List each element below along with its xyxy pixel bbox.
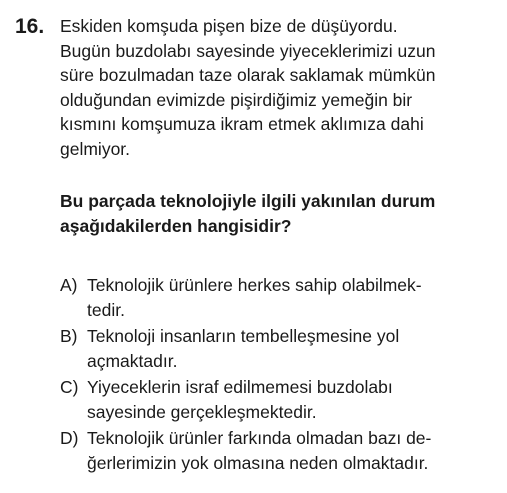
option-letter: B) — [60, 326, 78, 346]
option-a[interactable] — [60, 273, 505, 322]
option-line: ğerlerimizin yok olmasına neden olmaktadır. — [87, 452, 429, 473]
option-b[interactable] — [60, 324, 505, 373]
passage-line: olduğundan evimizde pişirdiğimiz yemeğin bir — [60, 89, 413, 110]
option-c[interactable] — [60, 375, 505, 424]
option-text — [60, 324, 505, 373]
option-line: Teknoloji insanların tembelleşmesine yol — [87, 326, 400, 346]
passage-line: kısmını komşumuza ikram etmek aklımıza dahi — [60, 114, 424, 134]
option-line: Teknolojik ürünlere herkes sahip olabilmek- — [87, 275, 422, 295]
option-letter: C) — [60, 377, 79, 397]
passage-line: Bugün buzdolabı sayesinde yiyeceklerimizi uzun — [60, 40, 436, 61]
passage-line: Eskiden komşuda pişen bize de düşüyordu. — [60, 16, 398, 36]
answer-options — [60, 273, 505, 477]
option-letter: D) — [60, 428, 79, 448]
option-letter: A) — [60, 275, 78, 295]
option-line: tedir. — [87, 299, 125, 320]
option-text — [60, 273, 505, 322]
option-line: sayesinde gerçekleşmektedir. — [87, 401, 317, 422]
question-prompt — [60, 189, 505, 238]
option-text — [60, 375, 505, 424]
passage-line: gelmiyor. — [60, 138, 131, 159]
option-text — [60, 426, 505, 475]
prompt-line: Bu parçada teknolojiyle ilgili yakınılan durum — [60, 191, 436, 211]
question-passage — [60, 14, 505, 161]
prompt-line: aşağıdakilerden hangisidir? — [60, 215, 292, 236]
option-d[interactable] — [60, 426, 505, 475]
option-line: Yiyeceklerin israf edilmemesi buzdolabı — [87, 377, 393, 397]
option-line: açmaktadır. — [87, 350, 178, 371]
option-line: Teknolojik ürünler farkında olmadan bazı de- — [87, 428, 432, 448]
question-number: 16. — [15, 15, 45, 38]
passage-line: süre bozulmadan taze olarak saklamak mümkün — [60, 65, 436, 85]
